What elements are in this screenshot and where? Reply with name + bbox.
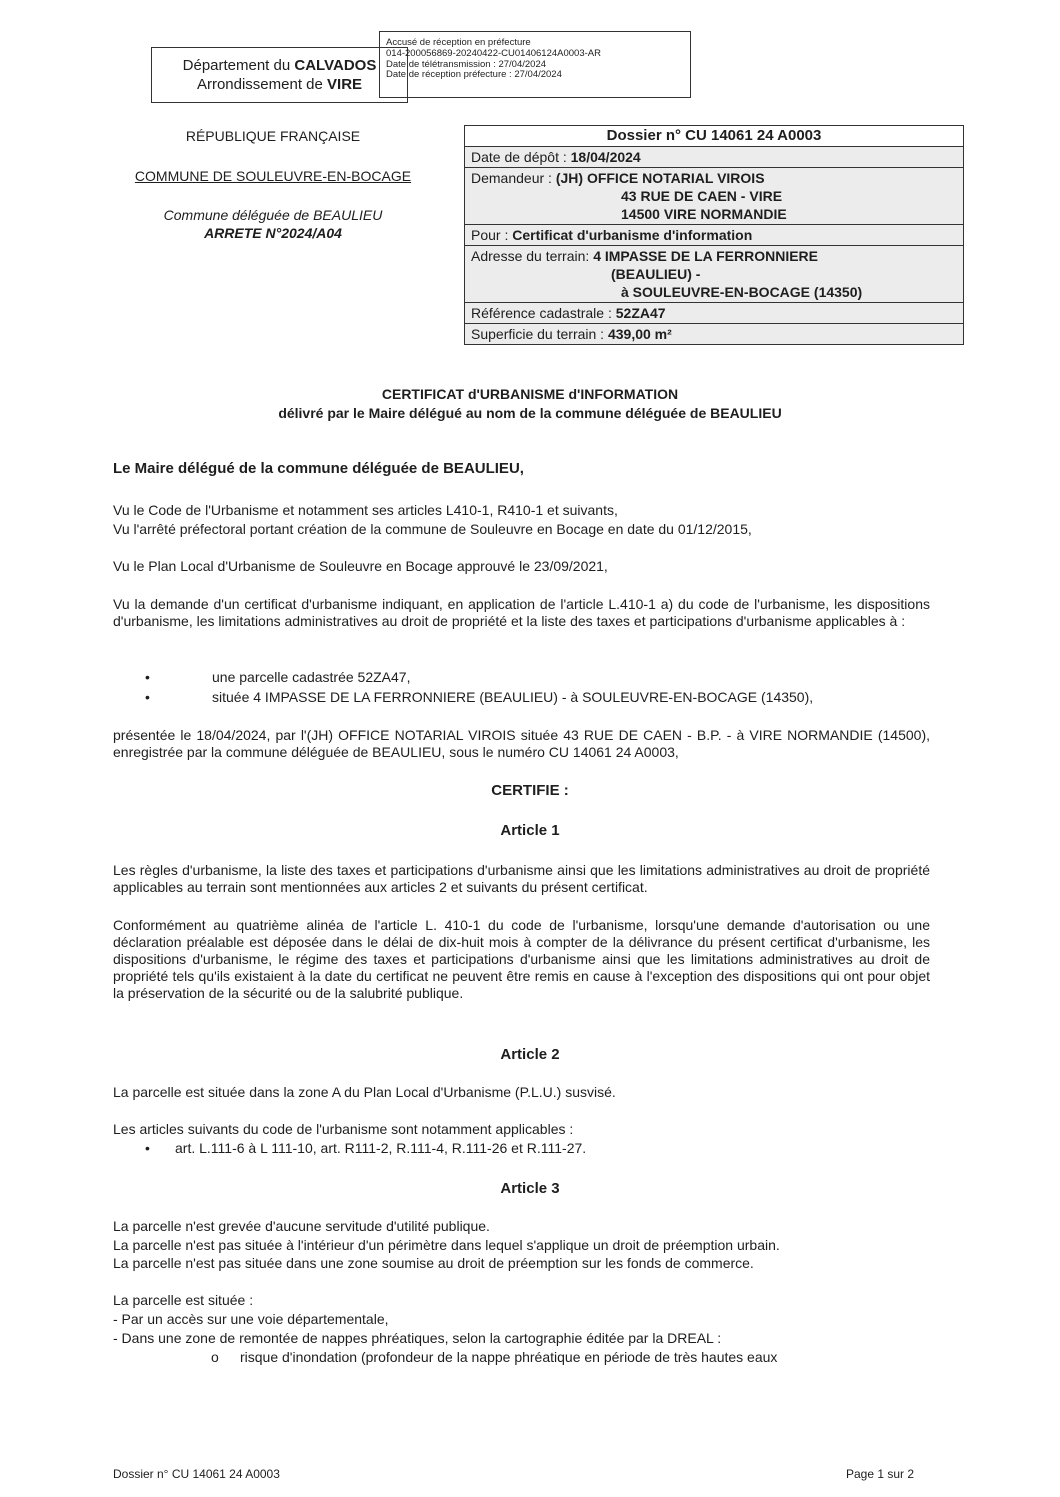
pour-row [465, 225, 964, 246]
republic-heading: RÉPUBLIQUE FRANÇAISE [185, 128, 361, 144]
depot-label: Date de dépôt : [471, 149, 567, 165]
stamp-line: Accusé de réception en préfecture [386, 37, 531, 48]
pour-label: Pour : [471, 227, 509, 243]
bullet-text: risque d'inondation (profondeur de la nappe phréatique en période de très hautes eaux [240, 1349, 778, 1365]
demandeur-label: Demandeur : [471, 170, 552, 186]
depot-row [465, 147, 964, 168]
stamp-line: 014-200056869-20240422-CU01406124A0003-AR [386, 47, 601, 59]
vu-paragraph: Vu le Plan Local d'Urbanisme de Souleuvre en Bocage approuvé le 23/09/2021, [113, 558, 608, 574]
department-label: Département du [182, 57, 291, 74]
article-3-line: - Dans une zone de remontée de nappes phréatiques, selon la cartographie éditée par la DREAL : [113, 1330, 722, 1346]
document-subtitle: délivré par le Maire délégué au nom de la commune déléguée de BEAULIEU [278, 405, 782, 421]
article-3-title: Article 3 [500, 1180, 560, 1197]
article-3-line: La parcelle est située : [113, 1292, 254, 1308]
article-1-paragraph: Les règles d'urbanisme, la liste des taxes et participations d'urbanisme ainsi que les limitations administratives au droit de propriété applicables au terrain sont mentionnées aux articles 2 et suivants du présent certificat. [113, 862, 930, 895]
cadastre-label: Référence cadastrale : [471, 305, 612, 321]
list-item [0, 669, 1060, 686]
commune-heading: COMMUNE DE SOULEUVRE-EN-BOCAGE [134, 168, 412, 184]
adresse-line: (BEAULIEU) - [611, 266, 701, 282]
adresse-row [465, 246, 964, 303]
article-3-line: - Par un accès sur une voie départementale, [113, 1311, 389, 1327]
certifie-heading: CERTIFIE : [491, 782, 569, 799]
arrondissement-name: VIRE [327, 76, 363, 93]
article-1-paragraph: Conformément au quatrième alinéa de l'article L. 410-1 du code de l'urbanisme, lorsqu'une demande d'autorisation ou une déclaration préalable est déposée dans le délai de dix-huit mois à compter de la délivrance du présent certificat d'urbanisme, les dispositions d'urbanisme, le régime des taxes et participations d'urbanisme ainsi que les limitations administratives au droit de propriété tels qu'ils existaient à la date du certificat ne peuvent être remis en cause à l'exception des dispositions qui ont pour objet la préservation de la sécurité ou de la salubrité publique. [113, 917, 930, 1001]
dossier-title: Dossier n° CU 14061 24 A0003 [465, 126, 964, 147]
bullet-text: art. L.111-6 à L 111-10, art. R111-2, R.111-4, R.111-26 et R.111-27. [175, 1140, 587, 1156]
demandeur-line: 14500 VIRE NORMANDIE [621, 206, 787, 222]
bullet-marker: • [145, 1140, 150, 1156]
bullet-text: située 4 IMPASSE DE LA FERRONNIERE (BEAULIEU) - à SOULEUVRE-EN-BOCAGE (14350), [212, 689, 814, 705]
demandeur-line: (JH) OFFICE NOTARIAL VIROIS [555, 170, 765, 186]
article-3-line: La parcelle n'est pas située à l'intérieur d'un périmètre dans lequel s'applique un droit de préemption urbain. [113, 1237, 780, 1253]
pour-value: Certificat d'urbanisme d'information [512, 227, 753, 243]
presentee-paragraph: présentée le 18/04/2024, par l'(JH) OFFICE NOTARIAL VIROIS située 43 RUE DE CAEN - B.P. - à VIRE NORMANDIE (14500), enregistrée par la commune déléguée de BEAULIEU, sous le numéro CU 14061 24 A0003, [113, 727, 930, 760]
department-box [151, 47, 408, 103]
list-item [0, 1349, 1060, 1366]
cadastre-row [465, 303, 964, 324]
maire-heading: Le Maire délégué de la commune déléguée de BEAULIEU, [113, 460, 524, 477]
article-3-line: La parcelle n'est grevée d'aucune servitude d'utilité publique. [113, 1218, 490, 1234]
vu-paragraph: Vu le Code de l'Urbanisme et notamment ses articles L410-1, R410-1 et suivants, [113, 502, 618, 518]
article-2-paragraph: Les articles suivants du code de l'urbanisme sont notamment applicables : [113, 1121, 574, 1137]
list-item [0, 689, 1060, 706]
circle-bullet-marker: o [211, 1349, 219, 1365]
bullet-text: une parcelle cadastrée 52ZA47, [212, 669, 411, 685]
stamp-line: Date de réception préfecture : 27/04/2024 [386, 69, 562, 81]
depot-value: 18/04/2024 [570, 149, 641, 165]
footer-dossier-ref: Dossier n° CU 14061 24 A0003 [113, 1467, 280, 1481]
arrete-number: ARRETE N°2024/A04 [204, 225, 342, 241]
prefecture-receipt-stamp [379, 31, 691, 98]
article-1-title: Article 1 [500, 822, 560, 839]
commune-deleguee: Commune déléguée de BEAULIEU [163, 207, 383, 223]
dossier-table [464, 125, 964, 345]
cadastre-value: 52ZA47 [615, 305, 666, 321]
footer-page-number: Page 1 sur 2 [846, 1467, 915, 1481]
article-2-title: Article 2 [500, 1046, 560, 1063]
document-title: CERTIFICAT d'URBANISME d'INFORMATION [381, 386, 679, 402]
article-2-paragraph: La parcelle est située dans la zone A du Plan Local d'Urbanisme (P.L.U.) susvisé. [113, 1084, 616, 1100]
article-3-line: La parcelle n'est pas située dans une zone soumise au droit de préemption sur les fonds de commerce. [113, 1255, 754, 1271]
stamp-line: Date de télétransmission : 27/04/2024 [386, 58, 547, 70]
adresse-line: à SOULEUVRE-EN-BOCAGE (14350) [621, 284, 863, 300]
vu-paragraph: Vu l'arrêté préfectoral portant création de la commune de Souleuvre en Bocage en date du 01/12/2015, [113, 521, 752, 537]
demandeur-row [465, 168, 964, 225]
vu-paragraph: Vu la demande d'un certificat d'urbanisme indiquant, en application de l'article L.410-1 a) du code de l'urbanisme, les dispositions d'urbanisme, les limitations administratives au droit de propriété et la liste des taxes et participations d'urbanisme applicables à : [113, 596, 930, 629]
demandeur-line: 43 RUE DE CAEN - VIRE [621, 188, 783, 204]
bullet-marker: • [145, 669, 150, 685]
superficie-value: 439,00 m² [607, 326, 672, 342]
superficie-row [465, 324, 964, 345]
adresse-line: 4 IMPASSE DE LA FERRONNIERE [593, 248, 818, 264]
bullet-marker: • [145, 689, 150, 705]
department-name: CALVADOS [294, 57, 377, 74]
superficie-label: Superficie du terrain : [471, 326, 605, 342]
arrondissement-label: Arrondissement de [196, 76, 323, 93]
adresse-label: Adresse du terrain: [471, 248, 590, 264]
list-item [0, 1140, 1060, 1157]
